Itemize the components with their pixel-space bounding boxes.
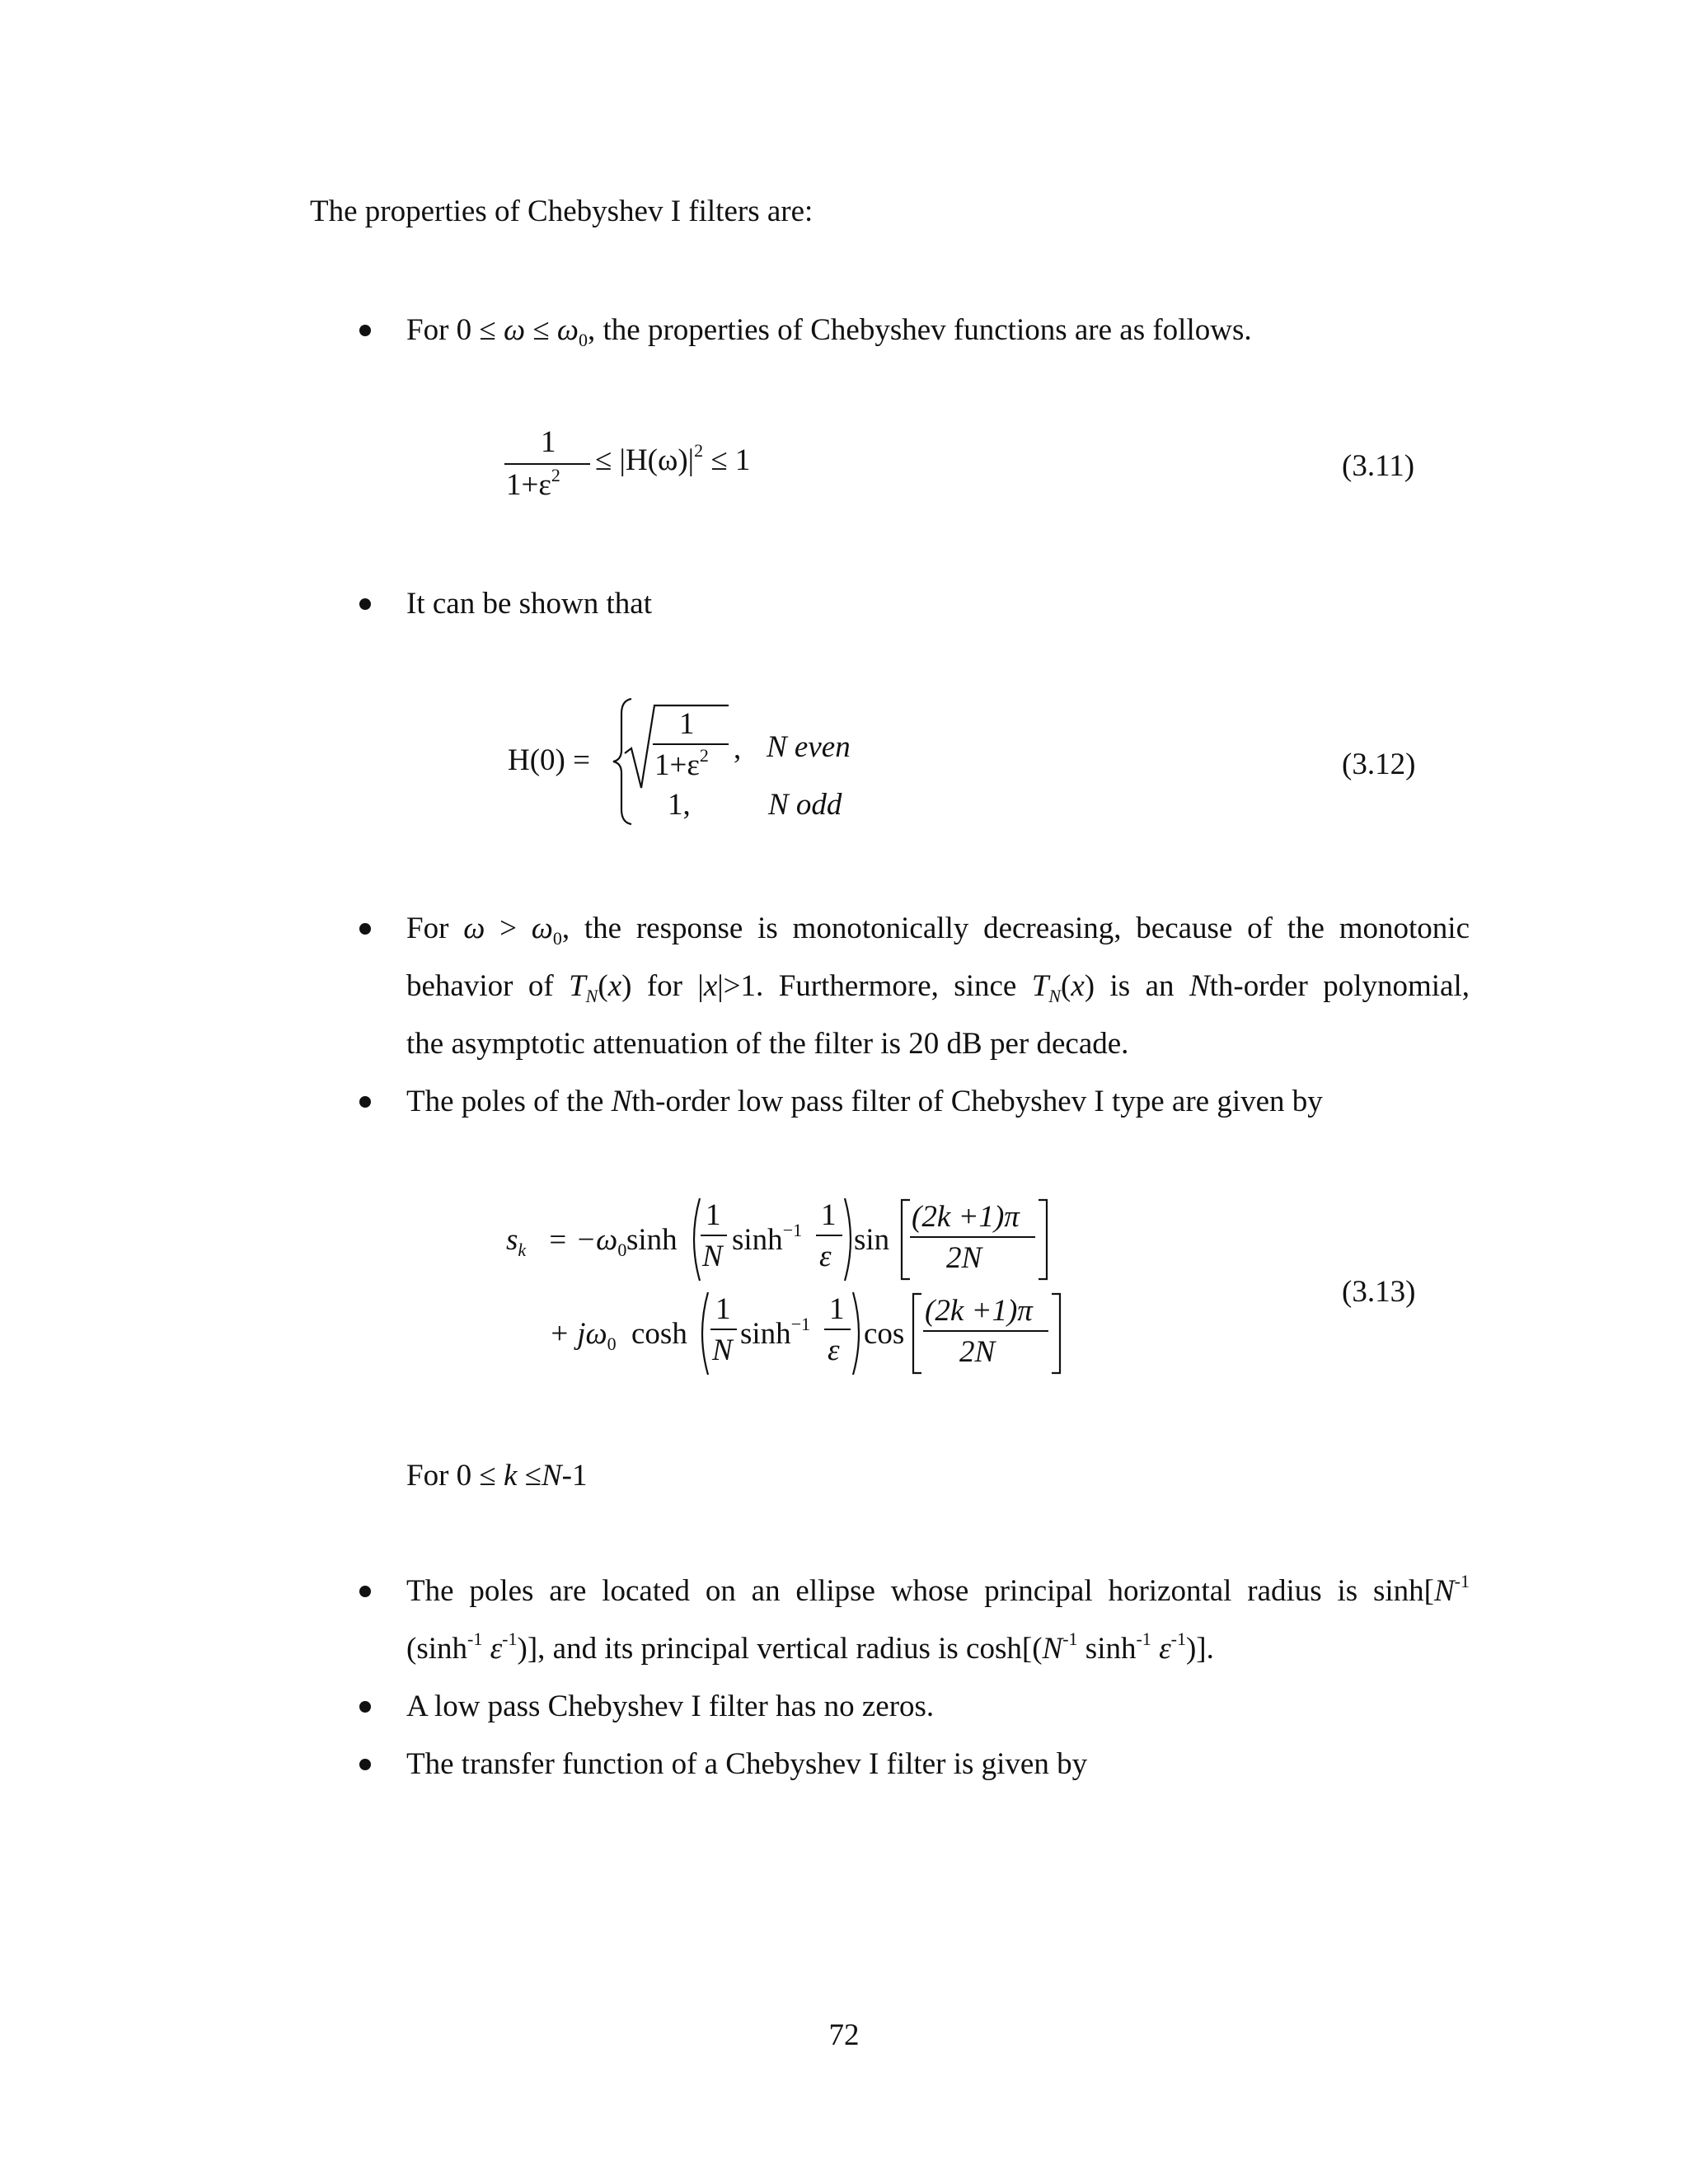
- eq312-fraction-bar: [653, 743, 729, 745]
- left-paren: [686, 1197, 702, 1282]
- omega-symbol: ω: [503, 313, 526, 347]
- bullet-marker: [359, 1759, 371, 1770]
- range-text: For 0 ≤ k ≤N-1: [406, 1459, 588, 1493]
- fraction-bar: [824, 1329, 851, 1330]
- eq313-cosh: cosh: [631, 1317, 687, 1351]
- left-bracket: [898, 1198, 912, 1281]
- bullet2-text: It can be shown that: [406, 587, 652, 621]
- eq311-rhs: ≤ $|H(\omega)|^2 \le 1$: [595, 440, 751, 477]
- eq313-frac1-den: N: [702, 1240, 723, 1273]
- eq313-frac1-num: 1: [706, 1198, 721, 1232]
- equation-number: (3.11): [1342, 449, 1415, 483]
- eq313-sin: sin: [854, 1223, 890, 1257]
- bullet-marker: [359, 1586, 371, 1597]
- eq313-plus: + $j\omega_0$: [549, 1317, 617, 1354]
- eq312-case1-denominator: $1+\varepsilon^2$: [654, 745, 709, 782]
- eq312-case1-comma: ,: [734, 732, 742, 766]
- eq313-sinh: sinh: [626, 1223, 678, 1257]
- eq312-case1-condition: N even: [767, 730, 851, 764]
- left-paren: [694, 1291, 710, 1376]
- eq313-frac4-num: 1: [715, 1292, 731, 1326]
- bullet3-line3: the asymptotic attenuation of the filter is 20 dB per decade.: [406, 1027, 1129, 1061]
- bullet4-text: The poles of the Nth-order low pass filter of Chebyshev I type are given by: [406, 1085, 1323, 1118]
- bullet5-line1: The poles are located on an ellipse whose principal horizontal radius is $\sinh[N^{-1}$: [406, 1571, 1470, 1608]
- eq313-frac5-den: ε: [828, 1333, 840, 1367]
- bullet-marker: [359, 325, 371, 336]
- page-number: 72: [828, 2018, 860, 2052]
- bullet1-tail: , the properties of Chebyshev functions are as follows.: [588, 313, 1252, 347]
- bullet1-lead: For 0 ≤: [406, 313, 504, 347]
- bullet3-line1: For $\omega > \omega_0$, the response is monotonically decreasing, because of the monotonic: [406, 912, 1470, 949]
- eq313-frac4-den: N: [712, 1333, 733, 1367]
- eq312-case1-numerator: 1: [679, 707, 695, 741]
- eq313-sk: $s_k$: [506, 1223, 527, 1260]
- eq313-asinh2: $\sinh^{-1}$: [740, 1314, 811, 1351]
- bullet-marker: [359, 1096, 371, 1108]
- fraction-bar: [923, 1330, 1048, 1332]
- right-bracket: [1037, 1198, 1050, 1281]
- left-bracket: [910, 1292, 923, 1375]
- omega0-subscript: 0: [579, 330, 588, 350]
- eq311-numerator: 1: [541, 425, 556, 459]
- bullet6-text: A low pass Chebyshev I filter has no zeros.: [406, 1690, 935, 1723]
- eq313-frac6-num: (2k +1)π: [925, 1294, 1033, 1328]
- bullet5-line2: ($\sinh^{-1}$ $\varepsilon^{-1}$)], and its principal vertical radius is $\cosh[(N^{-1}$ $\sinh^{-1} \varepsilon^{-1}$)].: [406, 1629, 1214, 1666]
- bullet-marker: [359, 598, 371, 610]
- fraction-bar: [910, 1236, 1035, 1238]
- bullet-marker: [359, 1701, 371, 1713]
- fraction-bar: [701, 1235, 727, 1236]
- eq313-frac2-num: 1: [821, 1198, 837, 1232]
- eq313-cos: cos: [864, 1317, 905, 1351]
- eq313-frac5-num: 1: [829, 1292, 845, 1326]
- equation-number: (3.13): [1342, 1275, 1416, 1309]
- eq311-fraction-bar: [504, 463, 590, 465]
- bullet1-text: [406, 313, 1252, 350]
- bullet3-line2: behavior of $T_N(x)$ for |x|>1. Furthermore, since $T_N(x)$ is an Nth-order polynomial,: [406, 969, 1470, 1006]
- eq312-lhs: H(0) =: [508, 743, 590, 777]
- eq313-asinh: $\sinh^{-1}$: [732, 1220, 803, 1257]
- fraction-bar: [710, 1329, 737, 1330]
- right-bracket: [1050, 1292, 1063, 1375]
- intro-text: The properties of Chebyshev I filters are:: [310, 194, 814, 228]
- fraction-bar: [816, 1235, 842, 1236]
- bullet-marker: [359, 923, 371, 935]
- eq313-eq: = $-\omega_0$: [547, 1223, 627, 1260]
- eq312-case2-value: 1,: [668, 788, 691, 822]
- bullet7-text: The transfer function of a Chebyshev I filter is given by: [406, 1747, 1088, 1781]
- omega0-symbol: ω: [556, 313, 579, 347]
- eq313-frac3-num: (2k +1)π: [912, 1200, 1020, 1234]
- bullet1-mid: ≤: [532, 313, 557, 347]
- eq313-frac2-den: ε: [819, 1240, 832, 1273]
- eq313-frac6-den: 2N: [959, 1335, 996, 1369]
- eq312-case2-condition: N odd: [768, 788, 842, 822]
- equation-number: (3.12): [1342, 748, 1416, 781]
- eq313-frac3-den: 2N: [946, 1241, 982, 1275]
- eq311-denominator: $1+\varepsilon^2$: [506, 465, 560, 502]
